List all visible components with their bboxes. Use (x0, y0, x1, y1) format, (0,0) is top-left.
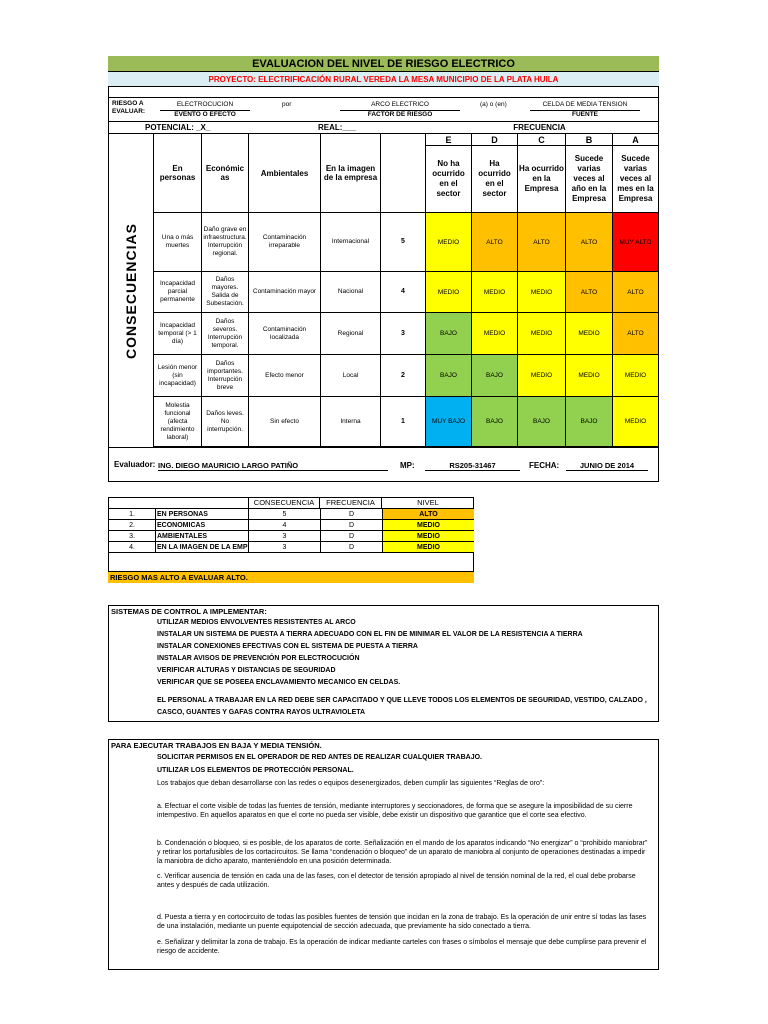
risk-level-cell: MEDIO (518, 313, 566, 355)
summary-frecuencia: D (320, 520, 382, 531)
consequences-label: CONSECUENCIAS (108, 134, 154, 447)
summary-num: 4. (108, 542, 155, 553)
rule-b: b. Condenación o bloqueo, si es posible, de los aparatos de corte. Señalización en el mando de los aparatos indicando “No energizar” o “prohibido maniobrar” y retirar los portafusibles de los cortacircuitos. Se llama “condenación o bloqueo” de un aparato de maniobra al conjunto de operaciones destinadas a impedir la maniobra de dicho aparato, manteniéndolo en una posición determinada. (157, 840, 648, 865)
control-item: INSTALAR CONEXIONES EFECTIVAS CON EL SISTEMA DE PUESTA A TIERRA (157, 643, 418, 650)
matrix-economicas-cell: Daños leves. No interrupción. (202, 397, 249, 447)
summary-frecuencia: D (320, 509, 382, 520)
summary-name: EN LA IMAGEN DE LA EMP (155, 542, 248, 553)
rule-a: a. Efectuar el corte visible de todas las fuentes de tensión, mediante interruptores y seccionadores, de forma que se asegure la imposibilidad de su cierre intempestivo. En aquellos aparatos en que el corte no pueda ser visible, debe existir un dispositivo que garantice que el corte sea efectivo. (157, 803, 633, 819)
freq-letter-d: D (472, 134, 518, 146)
summary-consecuencia: 3 (248, 531, 320, 542)
risk-level-cell: BAJO (566, 397, 613, 447)
freq-desc-a: Sucede varias veces al mes en la Empresa (613, 146, 659, 212)
por-label: por (282, 101, 292, 108)
risk-level-cell: MEDIO (472, 272, 518, 313)
summary-name: ECONOMICAS (155, 520, 248, 531)
summary-header-consecuencia: CONSECUENCIA (248, 497, 320, 508)
factor-value: ARCO ELECTRICO (371, 101, 429, 108)
freq-desc-d: Ha ocurrido en el sector (472, 146, 518, 212)
work-line-3: Los trabajos que deban desarrollarse con las redes o equipos desenergizados, deben cumplir las siguientes “Reglas de oro”: (157, 780, 545, 787)
aoen-label: (a) o (en) (480, 101, 507, 108)
summary-consecuencia: 5 (248, 509, 320, 520)
controls-box (108, 605, 659, 722)
matrix-imagen-cell: Local (321, 355, 381, 397)
matrix-economicas-cell: Daño grave en infraestructura. Interrupción regional. (202, 213, 249, 272)
summary-num: 1. (108, 509, 155, 520)
evaluator-name: ING. DIEGO MAURICIO LARGO PATIÑO (158, 461, 388, 471)
summary-nivel: MEDIO (382, 542, 474, 553)
control-item: INSTALAR UN SISTEMA DE PUESTA A TIERRA ADECUADO CON EL FIN DE MINIMAR EL VALOR DE LA RESISTENCIA A TIERRA (157, 631, 583, 638)
control-item: VERIFICAR ALTURAS Y DISTANCIAS DE SEGURIDAD (157, 667, 336, 674)
work-line-1: SOLICITAR PERMISOS EN EL OPERADOR DE RED ANTES DE REALIZAR CUALQUIER TRABAJO. (157, 754, 483, 761)
freq-letter-a: A (613, 134, 659, 146)
real-label: REAL:___ (318, 123, 356, 132)
matrix-imagen-cell: Nacional (321, 272, 381, 313)
project-line: PROYECTO: ELECTRIFICACIÓN RURAL VEREDA LA MESA MUNICIPIO DE LA PLATA HUILA (108, 72, 659, 87)
matrix-score-cell: 1 (381, 397, 426, 447)
summary-consecuencia: 4 (248, 520, 320, 531)
work-title: PARA EJECUTAR TRABAJOS EN BAJA Y MEDIA TENSIÓN. (111, 741, 322, 750)
risk-level-cell: MUY BAJO (426, 397, 472, 447)
risk-label: RIESGO A EVALUAR: (112, 100, 146, 115)
risk-level-cell: ALTO (472, 213, 518, 272)
matrix-personas-cell: Molestia funcional (afecta rendimiento laboral) (154, 397, 202, 447)
evaluator-label: Evaluador: (114, 460, 156, 469)
freq-desc-e: No ha ocurrido en el sector (426, 146, 472, 212)
matrix-personas-cell: Incapacidad parcial permanente (154, 272, 202, 313)
matrix-personas-cell: Lesión menor (sin incapacidad) (154, 355, 202, 397)
work-box (108, 739, 659, 970)
risk-level-cell: MEDIO (566, 313, 613, 355)
factor-caption: FACTOR DE RIESGO (367, 111, 433, 118)
risk-level-cell: MEDIO (566, 355, 613, 397)
col-header-imagen: En la imagen de la empresa (321, 134, 381, 212)
page-title: EVALUACION DEL NIVEL DE RIESGO ELECTRICO (108, 56, 659, 72)
score-header (381, 134, 426, 212)
mp-value: RS205-31467 (425, 461, 520, 471)
summary-name: AMBIENTALES (155, 531, 248, 542)
matrix-imagen-cell: Regional (321, 313, 381, 355)
summary-nivel: ALTO (382, 509, 474, 520)
event-caption: EVENTO O EFECTO (174, 111, 236, 118)
freq-desc-b: Sucede varias veces al año en la Empresa (566, 146, 613, 212)
matrix-ambientales-cell: Contaminación irreparable (249, 213, 321, 272)
freq-letter-b: B (566, 134, 613, 146)
risk-level-cell: MEDIO (613, 397, 659, 447)
matrix-ambientales-cell: Contaminación mayor (249, 272, 321, 313)
controls-title: SISTEMAS DE CONTROL A IMPLEMENTAR: (111, 607, 267, 616)
summary-name: EN PERSONAS (155, 509, 248, 520)
matrix-economicas-cell: Daños mayores. Salida de Subestación. (202, 272, 249, 313)
control-item: CASCO, GUANTES Y GAFAS CONTRA RAYOS ULTRAVIOLETA (157, 709, 366, 716)
matrix-imagen-cell: Internacional (321, 213, 381, 272)
summary-nivel: MEDIO (382, 520, 474, 531)
work-line-2: UTILIZAR LOS ELEMENTOS DE PROTECCIÓN PERSONAL. (157, 767, 354, 774)
risk-level-cell: ALTO (566, 272, 613, 313)
risk-level-cell: MEDIO (518, 355, 566, 397)
control-item: INSTALAR AVISOS DE PREVENCIÓN POR ELECTROCUCIÓN (157, 655, 360, 662)
col-header-personas: En personas (154, 134, 202, 212)
rule-c: c. Verificar ausencia de tensión en cada una de las fases, con el detector de tensión apropiado al nivel de tensión nominal de la red, el cual debe probarse antes y después de cada utilización. (157, 873, 636, 889)
matrix-personas-cell: Incapacidad temporal (> 1 día) (154, 313, 202, 355)
risk-level-cell: MEDIO (426, 272, 472, 313)
summary-header-frecuencia: FRECUENCIA (320, 497, 382, 508)
mp-label: MP: (400, 461, 415, 470)
summary-frecuencia: D (320, 542, 382, 553)
risk-level-cell: BAJO (518, 397, 566, 447)
freq-letter-e: E (426, 134, 472, 146)
frecuencia-label: FRECUENCIA (513, 123, 566, 132)
freq-desc-c: Ha ocurrido en la Empresa (518, 146, 566, 212)
event-value: ELECTROCUCION (176, 101, 234, 108)
summary-consecuencia: 3 (248, 542, 320, 553)
summary-nivel: MEDIO (382, 531, 474, 542)
control-item: VERIFICAR QUE SE POSEEA ENCLAVAMIENTO MECANICO EN CELDAS. (157, 679, 401, 686)
rule-d: d. Puesta a tierra y en cortocircuito de todas las posibles fuentes de tensión que incidan en la zona de trabajo. Es la operación de unir entre sí todas las fases de una instalación, mediante un puente equipotencial de sección adecuada, que previamente ha sido conectado a tierra. (157, 914, 647, 930)
matrix-economicas-cell: Daños importantes. Interrupción breve (202, 355, 249, 397)
source-value: CELDA DE MEDIA TENSION (542, 101, 628, 108)
matrix-score-cell: 2 (381, 355, 426, 397)
control-item: UTILIZAR MEDIOS ENVOLVENTES RESISTENTES AL ARCO (157, 619, 356, 626)
matrix-score-cell: 4 (381, 272, 426, 313)
matrix-economicas-cell: Daños severos. Interrupción temporal. (202, 313, 249, 355)
rule-e: e. Señalizar y delimitar la zona de trabajo. Es la operación de indicar mediante carteles con frases o símbolos el mensaje que debe cumplirse para prevenir el riesgo de accidente. (157, 939, 647, 955)
matrix-imagen-cell: Interna (321, 397, 381, 447)
matrix-score-cell: 5 (381, 213, 426, 272)
summary-num: 2. (108, 520, 155, 531)
summary-header-nivel: NIVEL (417, 498, 439, 507)
source-caption: FUENTE (572, 111, 598, 118)
matrix-personas-cell: Una o más muertes (154, 213, 202, 272)
risk-level-cell: MEDIO (426, 213, 472, 272)
risk-level-cell: BAJO (472, 355, 518, 397)
risk-level-cell: ALTO (613, 313, 659, 355)
date-value: JUNIO DE 2014 (566, 461, 648, 471)
matrix-score-cell: 3 (381, 313, 426, 355)
potencial-label: POTENCIAL: _X_ (145, 123, 211, 132)
summary-frecuencia: D (320, 531, 382, 542)
control-item: EL PERSONAL A TRABAJAR EN LA RED DEBE SER CAPACITADO Y QUE LLEVE TODOS LOS ELEMENTOS DE SEGURIDAD, VESTIDO, CALZADO , (157, 697, 647, 704)
risk-level-cell: MEDIO (613, 355, 659, 397)
risk-level-cell: ALTO (566, 213, 613, 272)
risk-level-cell: BAJO (426, 355, 472, 397)
highest-risk: RIESGO MAS ALTO A EVALUAR ALTO. (108, 571, 474, 583)
col-header-economicas: Económicas (202, 134, 249, 212)
risk-level-cell: MUY ALTO (613, 213, 659, 272)
risk-level-cell: BAJO (472, 397, 518, 447)
risk-level-cell: MEDIO (472, 313, 518, 355)
summary-num: 3. (108, 531, 155, 542)
date-label: FECHA: (529, 461, 560, 470)
matrix-ambientales-cell: Contaminación localizada (249, 313, 321, 355)
risk-level-cell: MEDIO (518, 272, 566, 313)
risk-level-cell: BAJO (426, 313, 472, 355)
matrix-ambientales-cell: Efecto menor (249, 355, 321, 397)
risk-level-cell: ALTO (613, 272, 659, 313)
freq-letter-c: C (518, 134, 566, 146)
risk-level-cell: ALTO (518, 213, 566, 272)
matrix-ambientales-cell: Sin efecto (249, 397, 321, 447)
col-header-ambientales: Ambientales (249, 134, 321, 212)
